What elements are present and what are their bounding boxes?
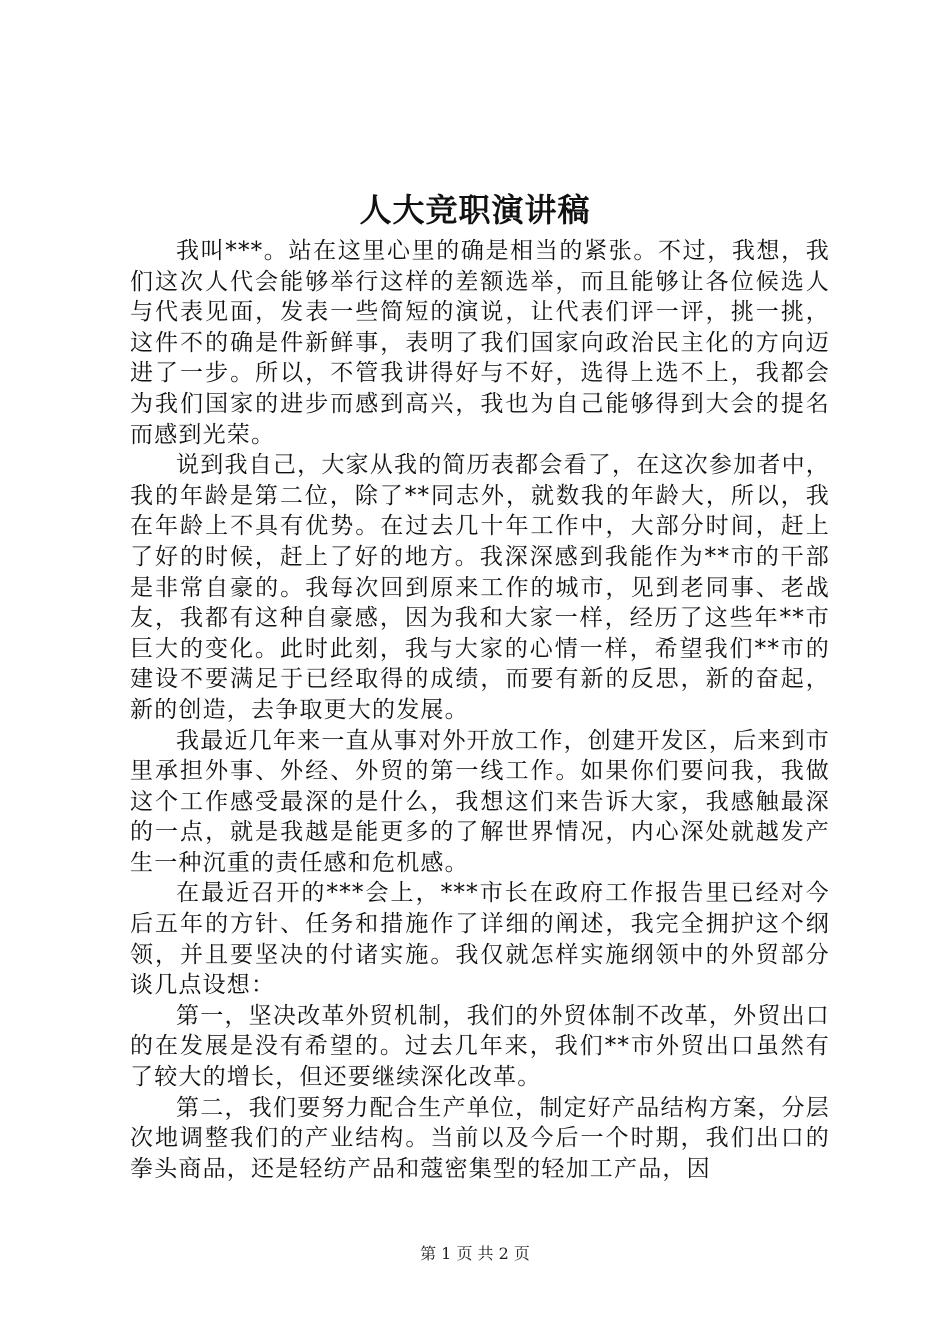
document-body	[130, 236, 830, 1184]
paragraph-1: 我叫***。站在这里心里的确是相当的紧张。不过，我想，我们这次人代会能够举行这样的差额选举，而且能够让各位候选人与代表见面，发表一些简短的演说，让代表们评一评，挑一挑，这件不的确是件新鲜事，表明了我们国家向政治民主化的方向迈进了一步。所以，不管我讲得好与不好，选得上选不上，我都会为我们国家的进步而感到高兴，我也为自己能够得到大会的提名而感到光荣。	[130, 238, 830, 448]
paragraph-6: 第二，我们要努力配合生产单位，制定好产品结构方案，分层次地调整我们的产业结构。当前以及今后一个时期，我们出口的拳头商品，还是轻纺产品和蔻密集型的轻加工产品，因	[130, 1094, 830, 1182]
paragraph-4: 在最近召开的***会上，***市长在政府工作报告里已经对今后五年的方针、任务和措施作了详细的阐述，我完全拥护这个纲领，并且要坚决的付诸实施。我仅就怎样实施纲领中的外贸部分谈几点设想：	[130, 880, 830, 999]
document-title: 人大竞职演讲稿	[359, 191, 591, 229]
paragraph-5: 第一，坚决改革外贸机制，我们的外贸体制不改革，外贸出口的在发展是没有希望的。过去几年来，我们**市外贸出口虽然有了较大的增长，但还要继续深化改革。	[130, 1002, 830, 1091]
page-number-footer: 第 1 页 共 2 页	[420, 1244, 530, 1263]
paragraph-2: 说到我自己，大家从我的简历表都会看了，在这次参加者中，我的年龄是第二位，除了**同志外，就数我的年龄大，所以，我在年龄上不具有优势。在过去几十年工作中，大部分时间，赶上了好的时候，赶上了好的地方。我深深感到我能作为**市的干部是非常自豪的。我每次回到原来工作的城市，见到老同事、老战友，我都有这种自豪感，因为我和大家一样，经历了这些年**市巨大的变化。此时此刻，我与大家的心情一样，希望我们**市的建设不要满足于已经取得的成绩，而要有新的反思，新的奋起，新的创造，去争取更大的发展。	[130, 452, 830, 723]
paragraph-3: 我最近几年来一直从事对外开放工作，创建开发区，后来到市里承担外事、外经、外贸的第一线工作。如果你们要问我，我做这个工作感受最深的是什么，我想这们来告诉大家，我感触最深的一点，就是我越是能更多的了解世界情况，内心深处就越发产生一种沉重的责任感和危机感。	[130, 727, 830, 876]
